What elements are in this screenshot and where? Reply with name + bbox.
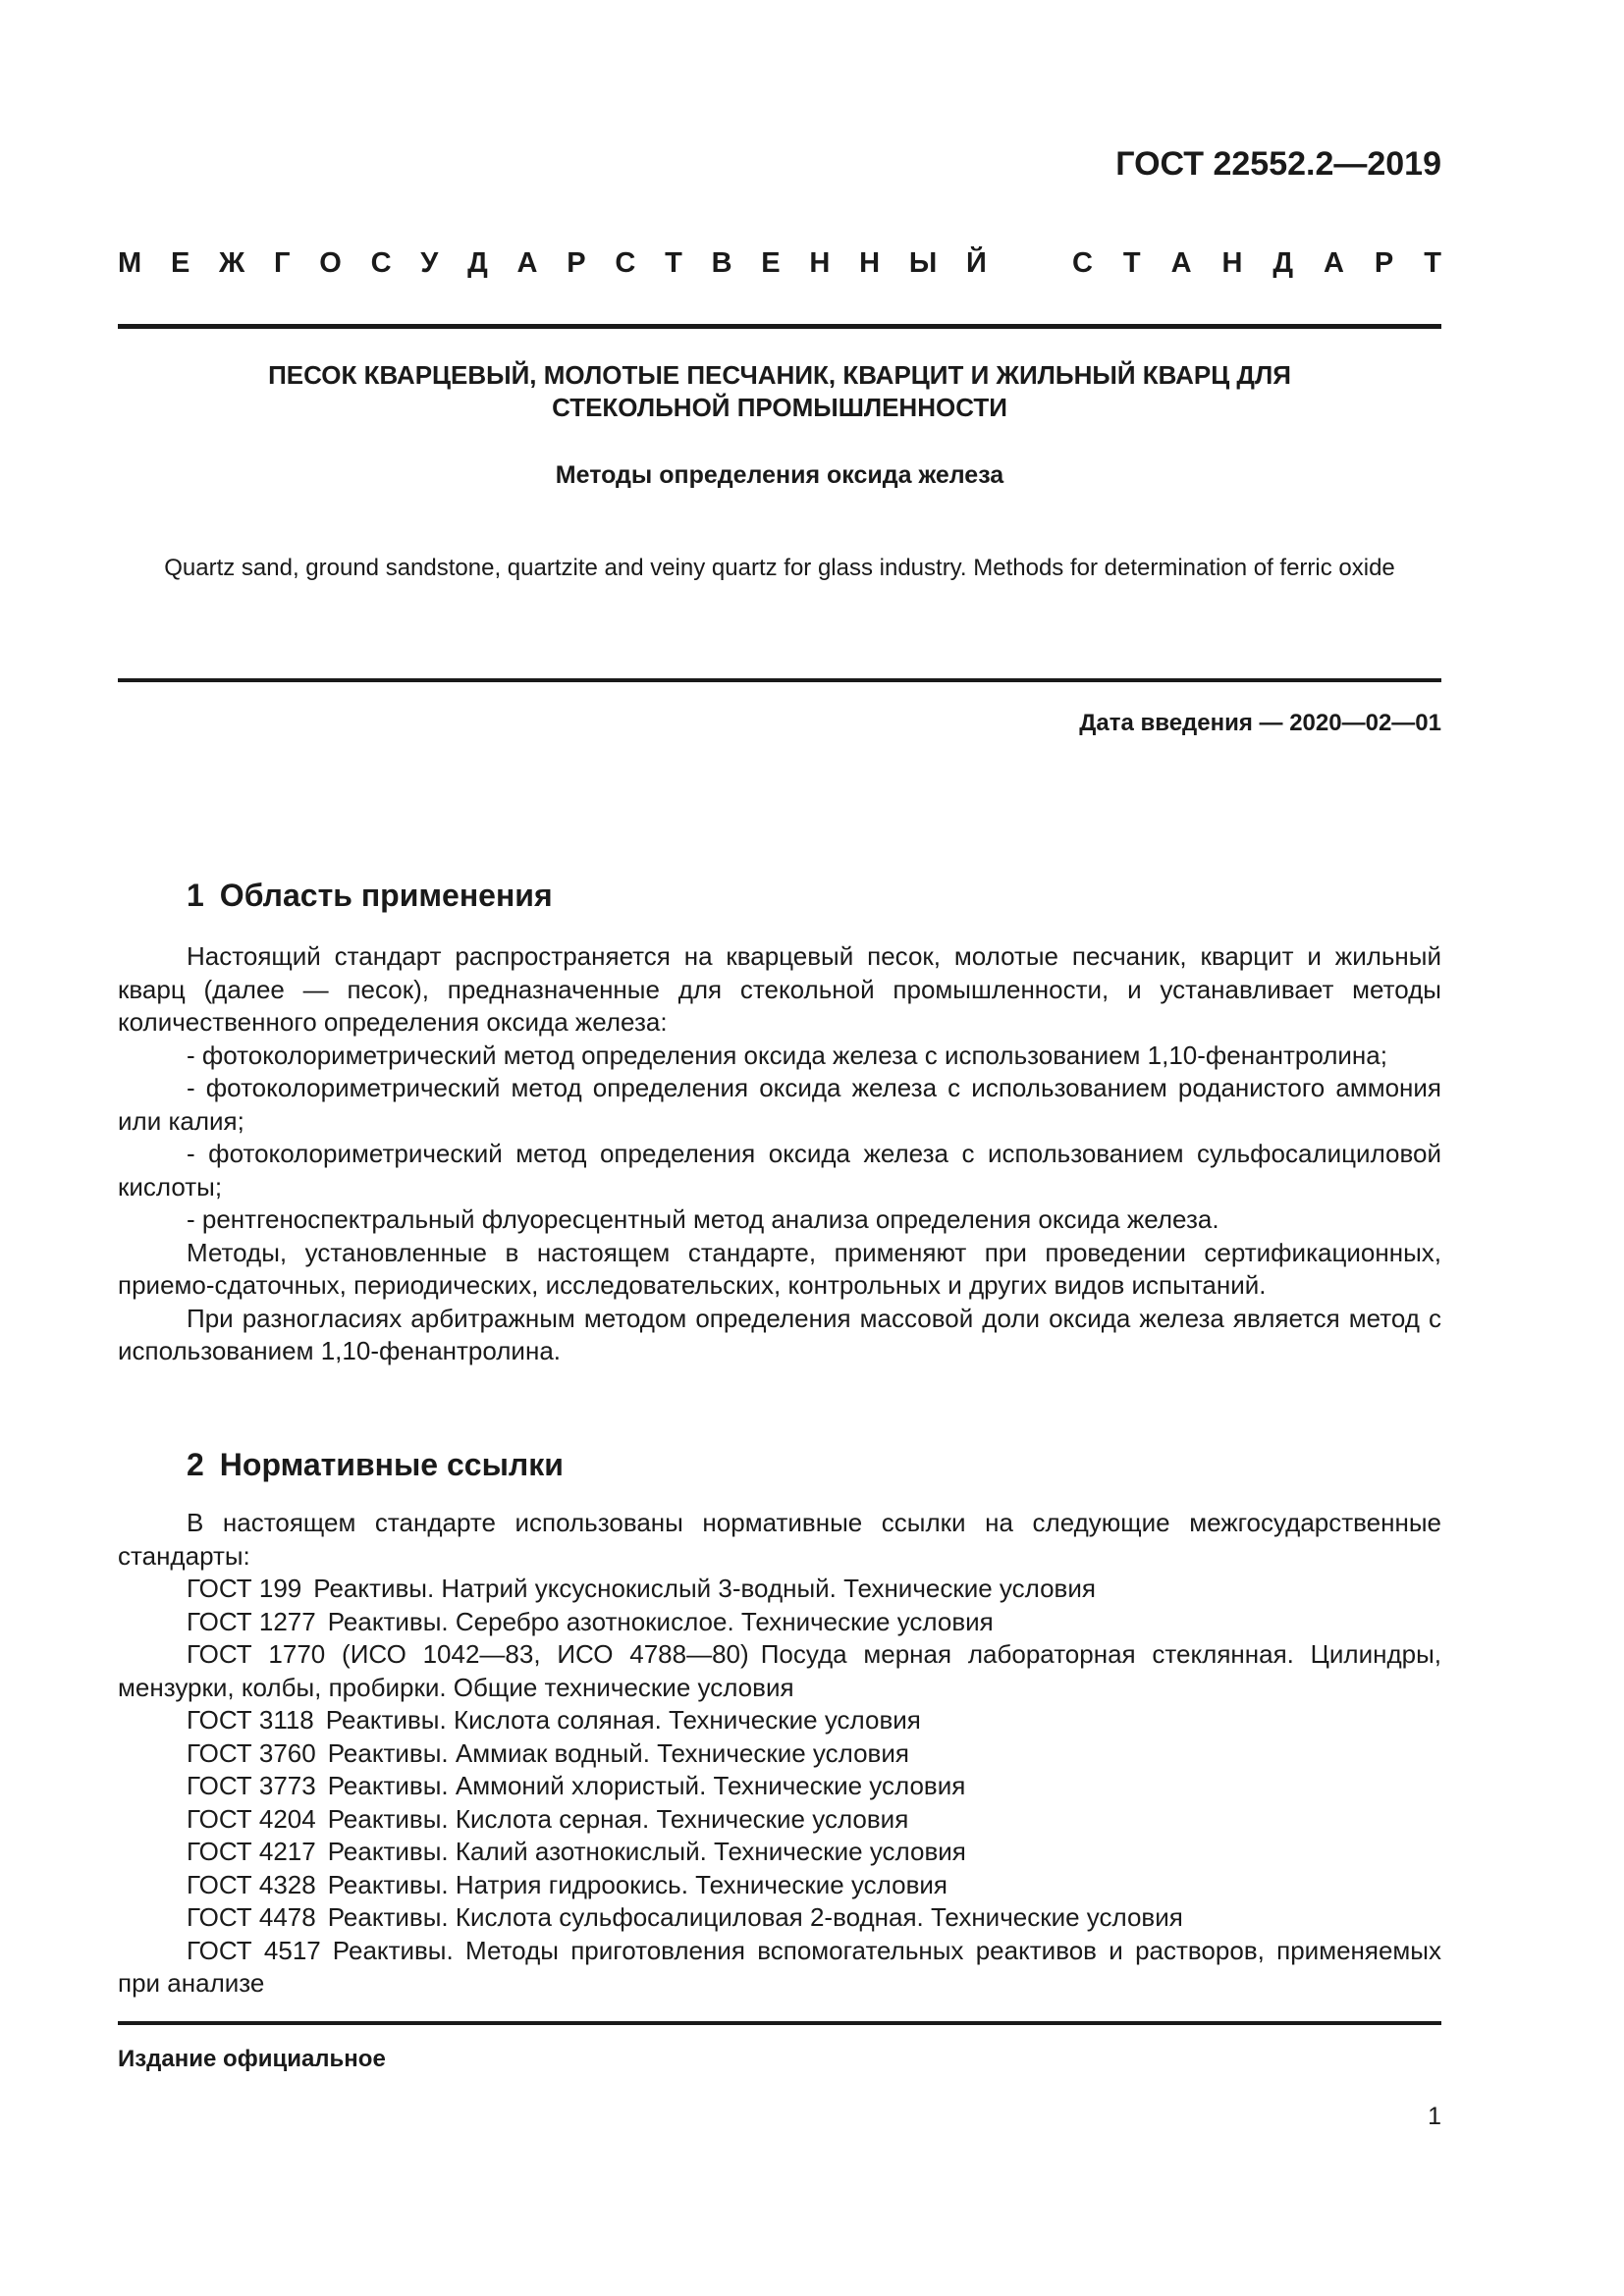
section-2-title: Нормативные ссылки — [219, 1447, 564, 1482]
method-item: - рентгеноспектральный флуоресцентный метод анализа определения оксида железа. — [187, 1204, 1219, 1234]
reference-title: Реактивы. Кислота сульфосалициловая 2-водная. Технические условия — [327, 1902, 1183, 1932]
reference-code: ГОСТ 4217 — [187, 1837, 316, 1866]
reference-code: ГОСТ 3773 — [187, 1771, 316, 1800]
reference-title: Реактивы. Натрий уксуснокислый 3-водный. Технические условия — [313, 1574, 1096, 1603]
reference-item — [118, 1737, 1441, 1771]
standard-type-heading — [118, 247, 1441, 280]
section-1-title: Область применения — [219, 878, 553, 913]
reference-title: Реактивы. Натрия гидроокись. Технические условия — [327, 1869, 948, 1899]
section-1-body — [118, 940, 1441, 1368]
method-item: - фотоколориметрический метод определения оксида железа с использованием 1,10-фенантролина; — [187, 1040, 1387, 1070]
reference-item — [118, 1704, 1441, 1737]
reference-title: Реактивы. Методы приготовления вспомогательных реактивов и растворов, применяемых при анализе — [118, 1935, 1441, 1998]
reference-item — [118, 1935, 1441, 2001]
title-rule — [118, 678, 1441, 682]
reference-code: ГОСТ 1770 (ИСО 1042—83, ИСО 4788—80) — [187, 1639, 749, 1669]
reference-code: ГОСТ 3118 — [187, 1705, 314, 1735]
section-2-heading — [187, 1447, 564, 1483]
reference-item — [118, 1573, 1441, 1606]
reference-code: ГОСТ 199 — [187, 1574, 302, 1603]
reference-code: ГОСТ 4478 — [187, 1902, 316, 1932]
introduction-date: Дата введения — 2020—02—01 — [1079, 710, 1441, 736]
footer-rule — [118, 2021, 1441, 2025]
section-2-body — [118, 1507, 1441, 2001]
section-1-tests-paragraph: Методы, установленные в настоящем стандарте, применяют при проведении сертификационных, приемо-сдаточных, периодических, исследовательских, контрольных и других видов испытаний. — [118, 1237, 1441, 1300]
header-rule — [118, 324, 1441, 329]
reference-item — [118, 1803, 1441, 1837]
gost-number: ГОСТ 22552.2—2019 — [1115, 145, 1441, 183]
official-edition-label: Издание официальное — [118, 2046, 386, 2072]
reference-item — [118, 1606, 1441, 1639]
reference-item — [118, 1770, 1441, 1803]
reference-code: ГОСТ 4328 — [187, 1869, 316, 1899]
reference-code: ГОСТ 4204 — [187, 1803, 316, 1834]
section-1-intro: Настоящий стандарт распространяется на кварцевый песок, молотые песчаник, кварцит и жильный кварц (далее — песок), предназначенные для стекольной промышленности, и устанавливает методы количественного определения оксида железа: — [118, 941, 1441, 1037]
section-1-heading — [187, 878, 553, 914]
reference-item — [118, 1836, 1441, 1869]
reference-title: Реактивы. Аммиак водный. Технические условия — [327, 1737, 909, 1768]
section-2-number: 2 — [187, 1447, 204, 1482]
title-line-1: ПЕСОК КВАРЦЕВЫЙ, МОЛОТЫЕ ПЕСЧАНИК, КВАРЦИТ И ЖИЛЬНЫЙ КВАРЦ ДЛЯ — [268, 360, 1291, 390]
reference-title: Реактивы. Аммоний хлористый. Технические условия — [327, 1771, 966, 1800]
reference-title: Реактивы. Кислота серная. Технические условия — [327, 1803, 909, 1834]
reference-list — [118, 1573, 1441, 2001]
section-2-intro: В настоящем стандарте использованы нормативные ссылки на следующие межгосударственные стандарты: — [118, 1508, 1441, 1571]
reference-title: Реактивы. Калий азотнокислый. Технические условия — [327, 1837, 966, 1866]
reference-item — [118, 1901, 1441, 1935]
method-item: - фотоколориметрический метод определения оксида железа с использованием сульфосалициловой кислоты; — [118, 1139, 1441, 1201]
title-line-2: СТЕКОЛЬНОЙ ПРОМЫШЛЕННОСТИ — [552, 393, 1007, 422]
document-subtitle: Методы определения оксида железа — [555, 461, 1004, 489]
standard-type-word-1: М Е Ж Г О С У Д А Р С Т В Е Н Н Ы Й — [118, 247, 987, 279]
standard-type-word-2: С Т А Н Д А Р Т — [1072, 247, 1441, 279]
reference-title: Реактивы. Кислота соляная. Технические условия — [325, 1705, 921, 1735]
reference-title: Посуда мерная лабораторная стеклянная. Цилиндры, мензурки, колбы, пробирки. Общие технические условия — [118, 1639, 1442, 1702]
reference-code: ГОСТ 3760 — [187, 1737, 316, 1768]
reference-item — [118, 1638, 1441, 1704]
reference-code: ГОСТ 1277 — [187, 1606, 316, 1636]
english-title: Quartz sand, ground sandstone, quartzite and veiny quartz for glass industry. Methods for determination of ferric oxide — [164, 555, 1395, 581]
section-1-arbitration-paragraph: При разногласиях арбитражным методом определения массовой доли оксида железа является метод с использованием 1,10-фенантролина. — [118, 1303, 1441, 1365]
reference-code: ГОСТ 4517 — [187, 1935, 321, 1965]
reference-item — [118, 1869, 1441, 1902]
document-title — [118, 359, 1441, 424]
reference-title: Реактивы. Серебро азотнокислое. Технические условия — [327, 1606, 994, 1636]
section-1-number: 1 — [187, 878, 204, 913]
method-item: - фотоколориметрический метод определения оксида железа с использованием роданистого аммония или калия; — [118, 1073, 1441, 1136]
page-number: 1 — [1428, 2103, 1441, 2130]
